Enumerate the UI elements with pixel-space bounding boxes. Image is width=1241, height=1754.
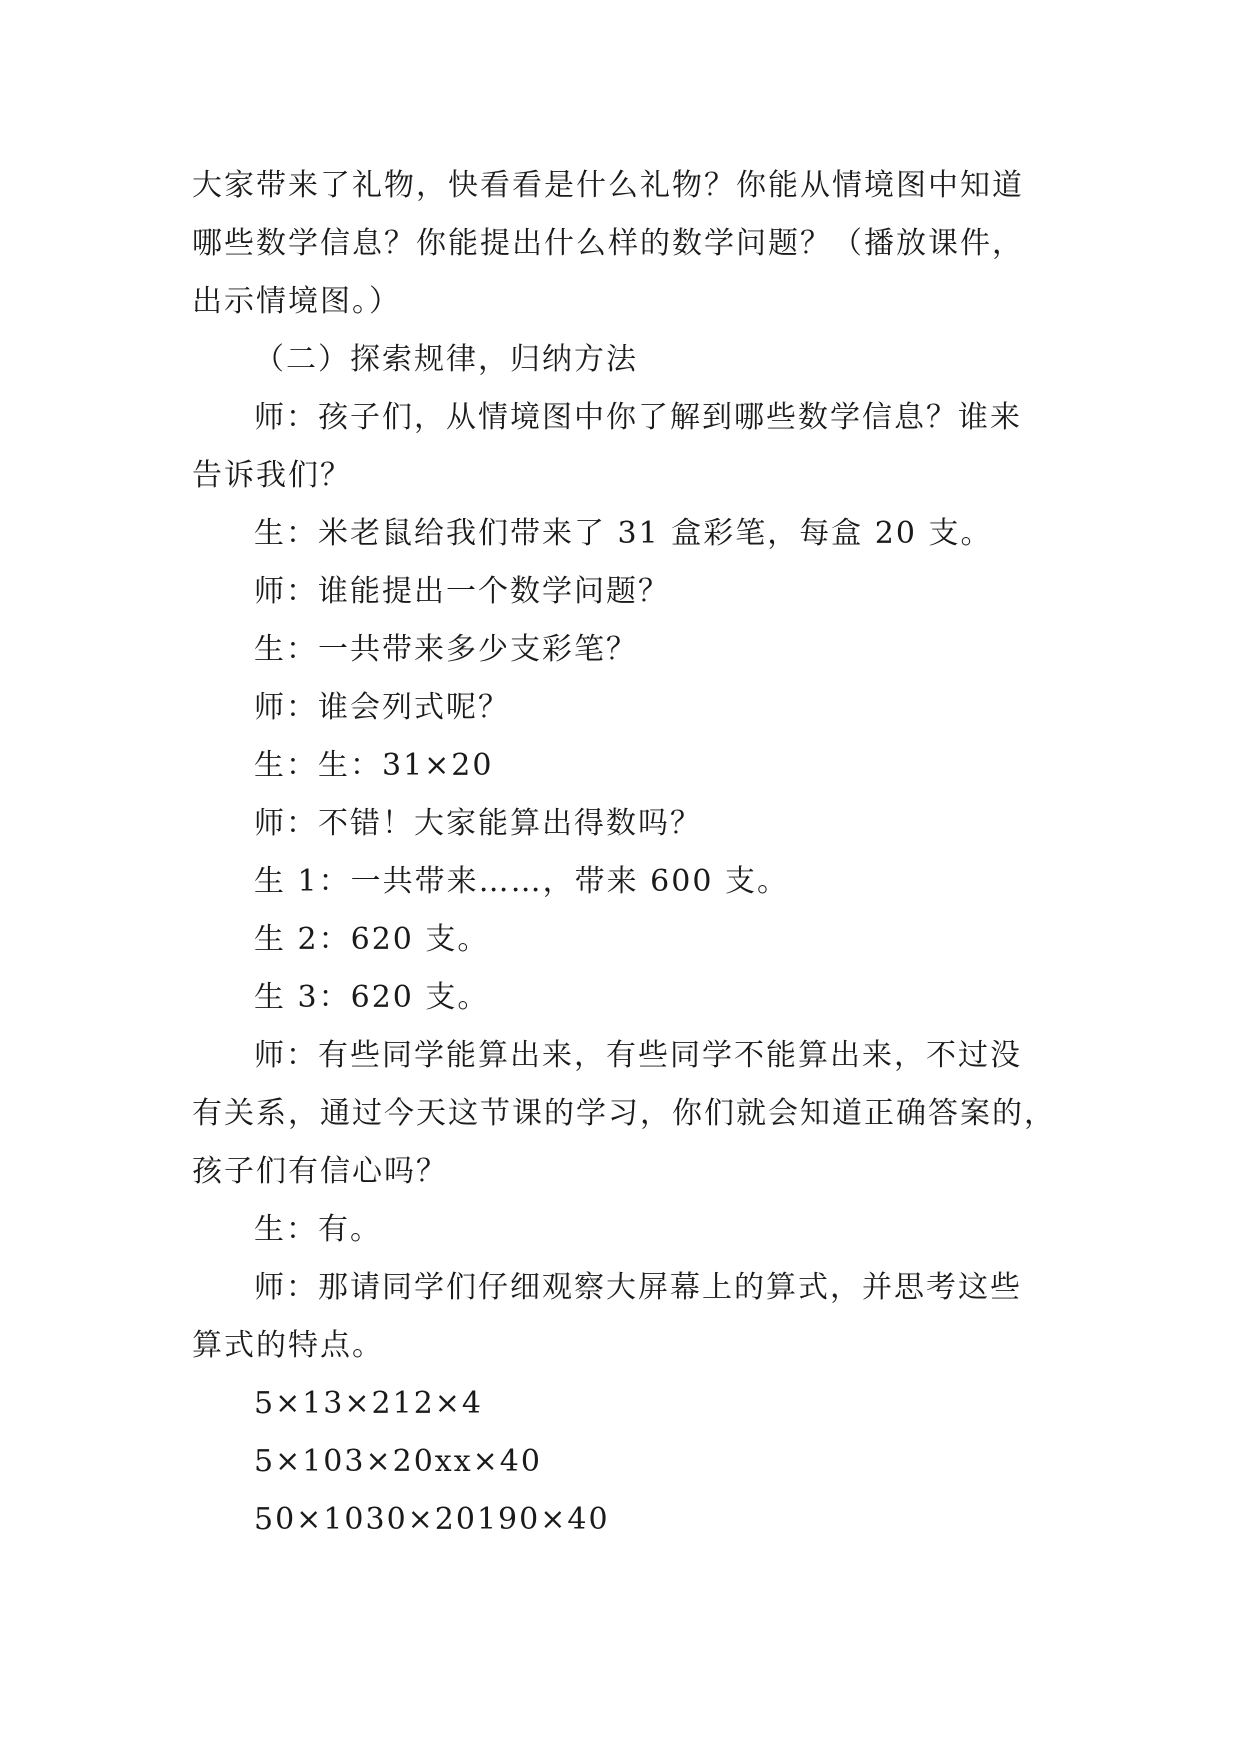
section-heading: （二）探索规律，归纳方法 <box>254 342 638 377</box>
dialogue-line: 生 1：一共带来……，带来 600 支。 <box>254 864 789 899</box>
formula-line: 5×13×212×4 <box>254 1386 484 1421</box>
dialogue-line: 师：谁会列式呢？ <box>254 690 510 725</box>
text-line: 有关系，通过今天这节课的学习，你们就会知道正确答案的， <box>192 1096 1056 1131</box>
dialogue-line: 生 2：620 支。 <box>254 922 490 957</box>
dialogue-line: 师：谁能提出一个数学问题？ <box>254 574 670 609</box>
dialogue-line: 师：孩子们，从情境图中你了解到哪些数学信息？谁来 <box>254 400 1022 435</box>
dialogue-line: 师：不错！大家能算出得数吗？ <box>254 806 702 841</box>
formula-line: 50×1030×20190×40 <box>254 1502 610 1537</box>
formula-line: 5×103×20xx×40 <box>254 1444 542 1479</box>
dialogue-line: 生：生：31×20 <box>254 748 494 783</box>
text-line: 孩子们有信心吗？ <box>192 1154 448 1189</box>
dialogue-line: 师：那请同学们仔细观察大屏幕上的算式，并思考这些 <box>254 1270 1022 1305</box>
document-body <box>192 157 1056 1549</box>
dialogue-line: 生 3：620 支。 <box>254 980 490 1015</box>
dialogue-line: 生：一共带来多少支彩笔？ <box>254 632 638 667</box>
text-line: 大家带来了礼物，快看看是什么礼物？你能从情境图中知道 <box>192 168 1024 203</box>
dialogue-line: 生：有。 <box>254 1212 382 1247</box>
text-line: 算式的特点。 <box>192 1328 384 1363</box>
dialogue-line: 生：米老鼠给我们带来了 31 盒彩笔，每盒 20 支。 <box>254 516 993 551</box>
text-line: 告诉我们？ <box>192 458 352 493</box>
text-line: 出示情境图。） <box>192 284 401 319</box>
dialogue-line: 师：有些同学能算出来，有些同学不能算出来，不过没 <box>254 1038 1022 1073</box>
text-line: 哪些数学信息？你能提出什么样的数学问题？（播放课件， <box>192 226 1024 261</box>
